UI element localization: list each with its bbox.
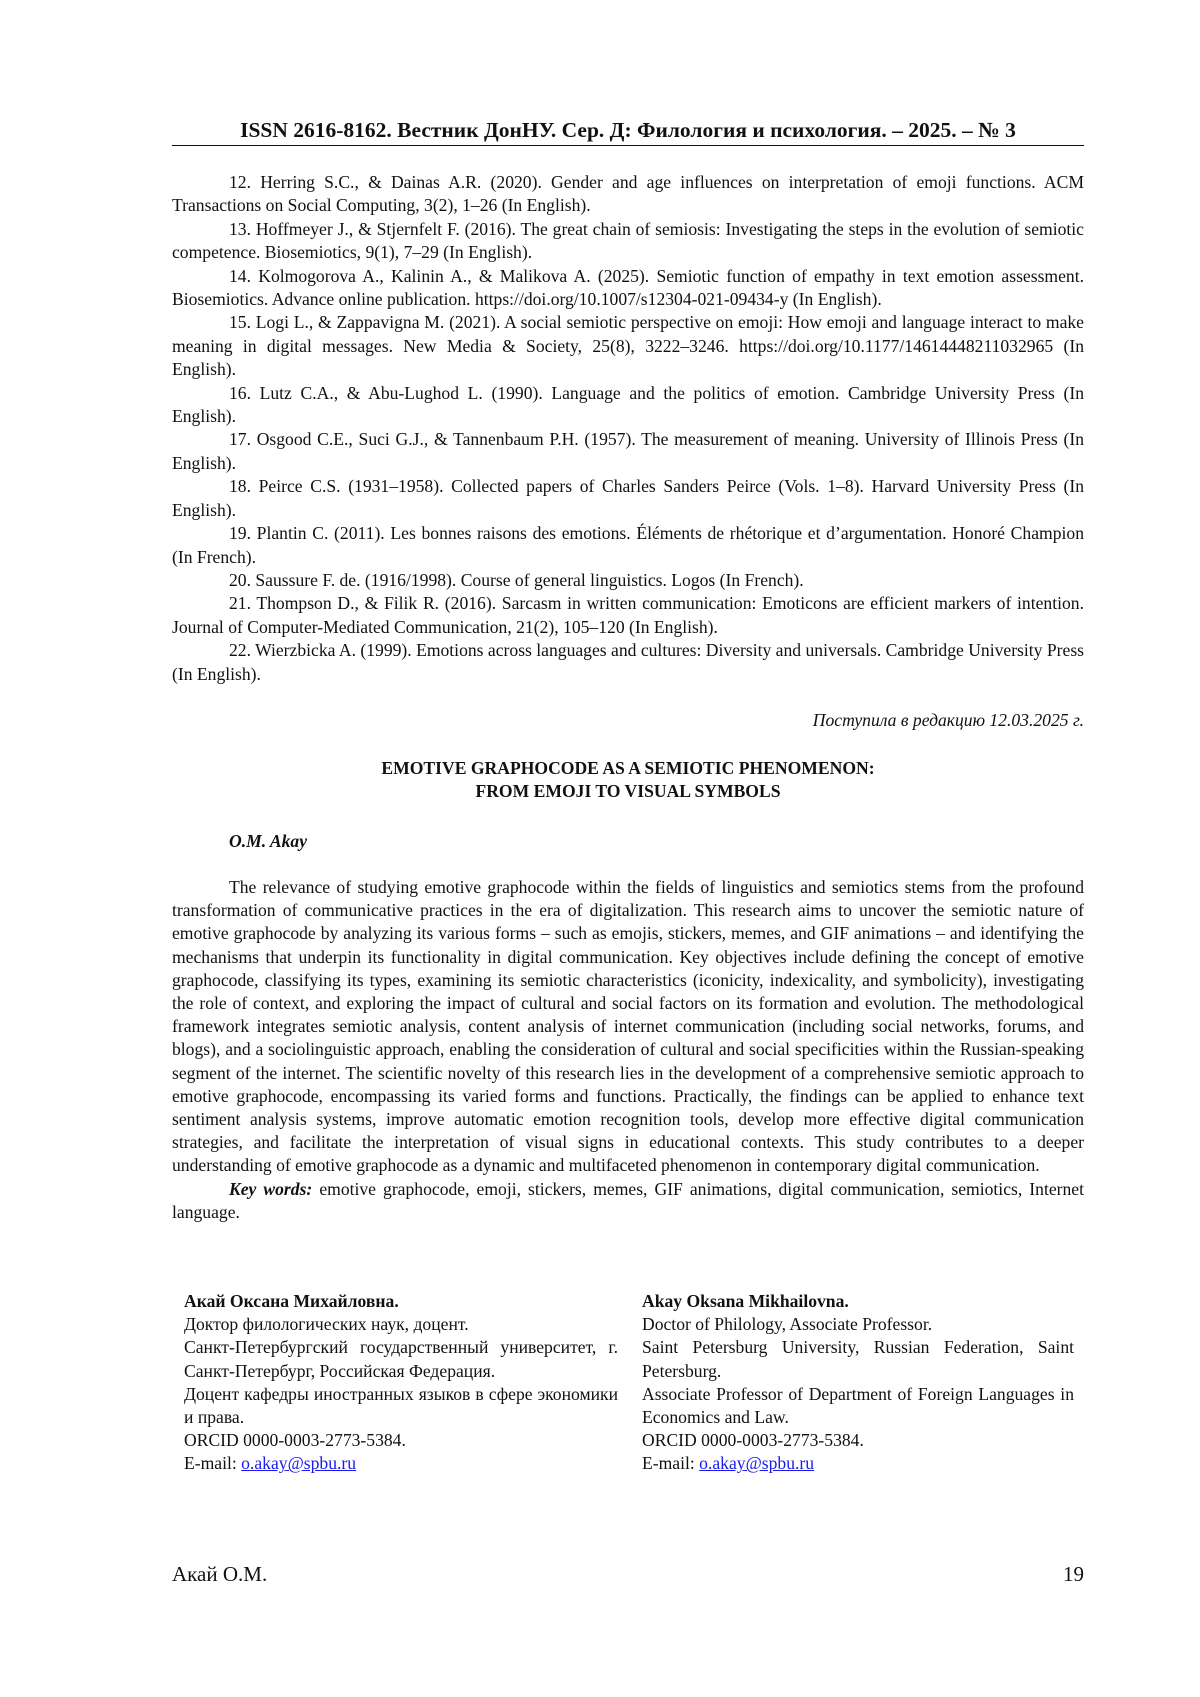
article-author: O.M. Akay [229,831,308,851]
email-link[interactable]: o.akay@spbu.ru [241,1453,357,1474]
article-title [172,757,1084,804]
author-info-english [642,1290,1074,1476]
reference-item: 20. Saussure F. de. (1916/1998). Course of general linguistics. Logos (In French). [229,569,804,590]
reference-item: 22. Wierzbicka A. (1999). Emotions across languages and cultures: Diversity and universals. Cambridge University Press (In English). [172,640,1085,684]
author-degree-ru: Доктор филологических наук, доцент. [184,1314,469,1335]
page-number: 19 [1063,1562,1084,1586]
journal-page [172,0,1084,1697]
author-info-russian [184,1290,618,1476]
abstract-block [172,876,1084,1224]
author-position-en: Associate Professor of Department of Foreign Languages in Economics and Law. [642,1383,1074,1428]
email-link[interactable]: o.akay@spbu.ru [699,1453,815,1474]
article-title-line-2: FROM EMOJI TO VISUAL SYMBOLS [475,781,781,802]
article-title-line-1: EMOTIVE GRAPHOCODE AS A SEMIOTIC PHENOMENON: [381,758,875,778]
author-name-ru: Акай Оксана Михайловна. [184,1291,399,1311]
email-label: E-mail: [642,1453,700,1474]
reference-item: 16. Lutz C.A., & Abu-Lughod L. (1990). Language and the politics of emotion. Cambridge University Press (In English). [172,382,1084,427]
author-affiliation-ru: Санкт-Петербургский государственный университет, г. Санкт-Петербург, Российская Федерация. [184,1337,618,1381]
running-header: ISSN 2616-8162. Вестник ДонНУ. Сер. Д: Филология и психология. – 2025. – № 3 [240,118,1016,142]
reference-item: 19. Plantin C. (2011). Les bonnes raisons des emotions. Éléments de rhétorique et d’argumentation. Honoré Champion (In French). [172,523,1084,567]
author-orcid-ru: ORCID 0000-0003-2773-5384. [184,1430,406,1451]
header-rule [172,145,1084,146]
reference-item: 18. Peirce C.S. (1931–1958). Collected papers of Charles Sanders Peirce (Vols. 1–8). Harvard University Press (In English). [172,476,1084,520]
abstract-text: The relevance of studying emotive graphocode within the fields of linguistics and semiotics stems from the profound transformation of communicative practices in the era of digitalization. This research aims to uncover the semiotic nature of emotive graphocode by analyzing its various forms – such as emojis, stickers, memes, and GIF animations – and identifying the mechanisms that underpin its functionality in digital communication. Key objectives include defining the concept of emotive graphocode, classifying its types, examining its semiotic characteristics (iconicity, indexicality, and symbolicity), investigating the role of context, and exploring the impact of cultural and social factors on its formation and evolution. The methodological framework integrates semiotic analysis, content analysis of internet communication (including social networks, forums, and blogs), and a sociolinguistic approach, enabling the consideration of cultural and social specificities within the Russian-speaking segment of the internet. The scientific novelty of this research lies in the development of a comprehensive semiotic approach to emotive graphocode, encompassing its varied forms and functions. Practically, the findings can be applied to enhance text sentiment analysis systems, improve automatic emotion recognition tools, develop more effective digital communication strategies, and facilitate the interpretation of visual signs in educational contexts. This study contributes to a deeper understanding of emotive graphocode as a dynamic and multifaceted phenomenon in contemporary digital communication. [172,877,1084,1176]
author-position-ru: Доцент кафедры иностранных языков в сфере экономики и права. [184,1383,618,1428]
author-affiliation-en: Saint Petersburg University, Russian Federation, Saint Petersburg. [642,1337,1074,1381]
reference-item: 13. Hoffmeyer J., & Stjernfelt F. (2016). The great chain of semiosis: Investigating the steps in the evolution of semiotic competence. Biosemiotics, 9(1), 7–29 (In English). [172,218,1084,263]
reference-item: 15. Logi L., & Zappavigna M. (2021). A social semiotic perspective on emoji: How emoji and language interact to make meaning in digital messages. New Media & Society, 25(8), 3222–3246. https://doi.org/10.1177/14614448211032965 (In English). [172,312,1084,380]
author-orcid-en: ORCID 0000-0003-2773-5384. [642,1430,864,1451]
email-label: E-mail: [184,1453,242,1474]
reference-item: 14. Kolmogorova A., Kalinin A., & Malikova A. (2025). Semiotic function of empathy in text emotion assessment. Biosemiotics. Advance online publication. https://doi.org/10.1007/s12304-021-09434-y (In English). [172,265,1084,310]
reference-list [172,171,1084,686]
reference-item: 12. Herring S.C., & Dainas A.R. (2020). Gender and age influences on interpretation of emoji functions. ACM Transactions on Social Computing, 3(2), 1–26 (In English). [172,172,1084,216]
author-degree-en: Doctor of Philology, Associate Professor. [642,1314,933,1335]
reference-item: 17. Osgood C.E., Suci G.J., & Tannenbaum P.H. (1957). The measurement of meaning. University of Illinois Press (In English). [172,429,1084,473]
keywords-label: Key words: [229,1178,313,1199]
reference-item: 21. Thompson D., & Filik R. (2016). Sarcasm in written communication: Emoticons are efficient markers of intention. Journal of Computer-Mediated Communication, 21(2), 105–120 (In English). [172,593,1084,637]
keywords-text: emotive graphocode, emoji, stickers, memes, GIF animations, digital communication, semiotics, Internet language. [172,1178,1084,1222]
received-date: Поступила в редакцию 12.03.2025 г. [812,710,1084,730]
keywords-paragraph [172,1178,1084,1224]
author-email-en [642,1452,1074,1475]
author-name-en: Akay Oksana Mikhailovna. [642,1291,849,1311]
footer-author: Акай О.М. [172,1562,268,1586]
author-email-ru [184,1452,618,1475]
